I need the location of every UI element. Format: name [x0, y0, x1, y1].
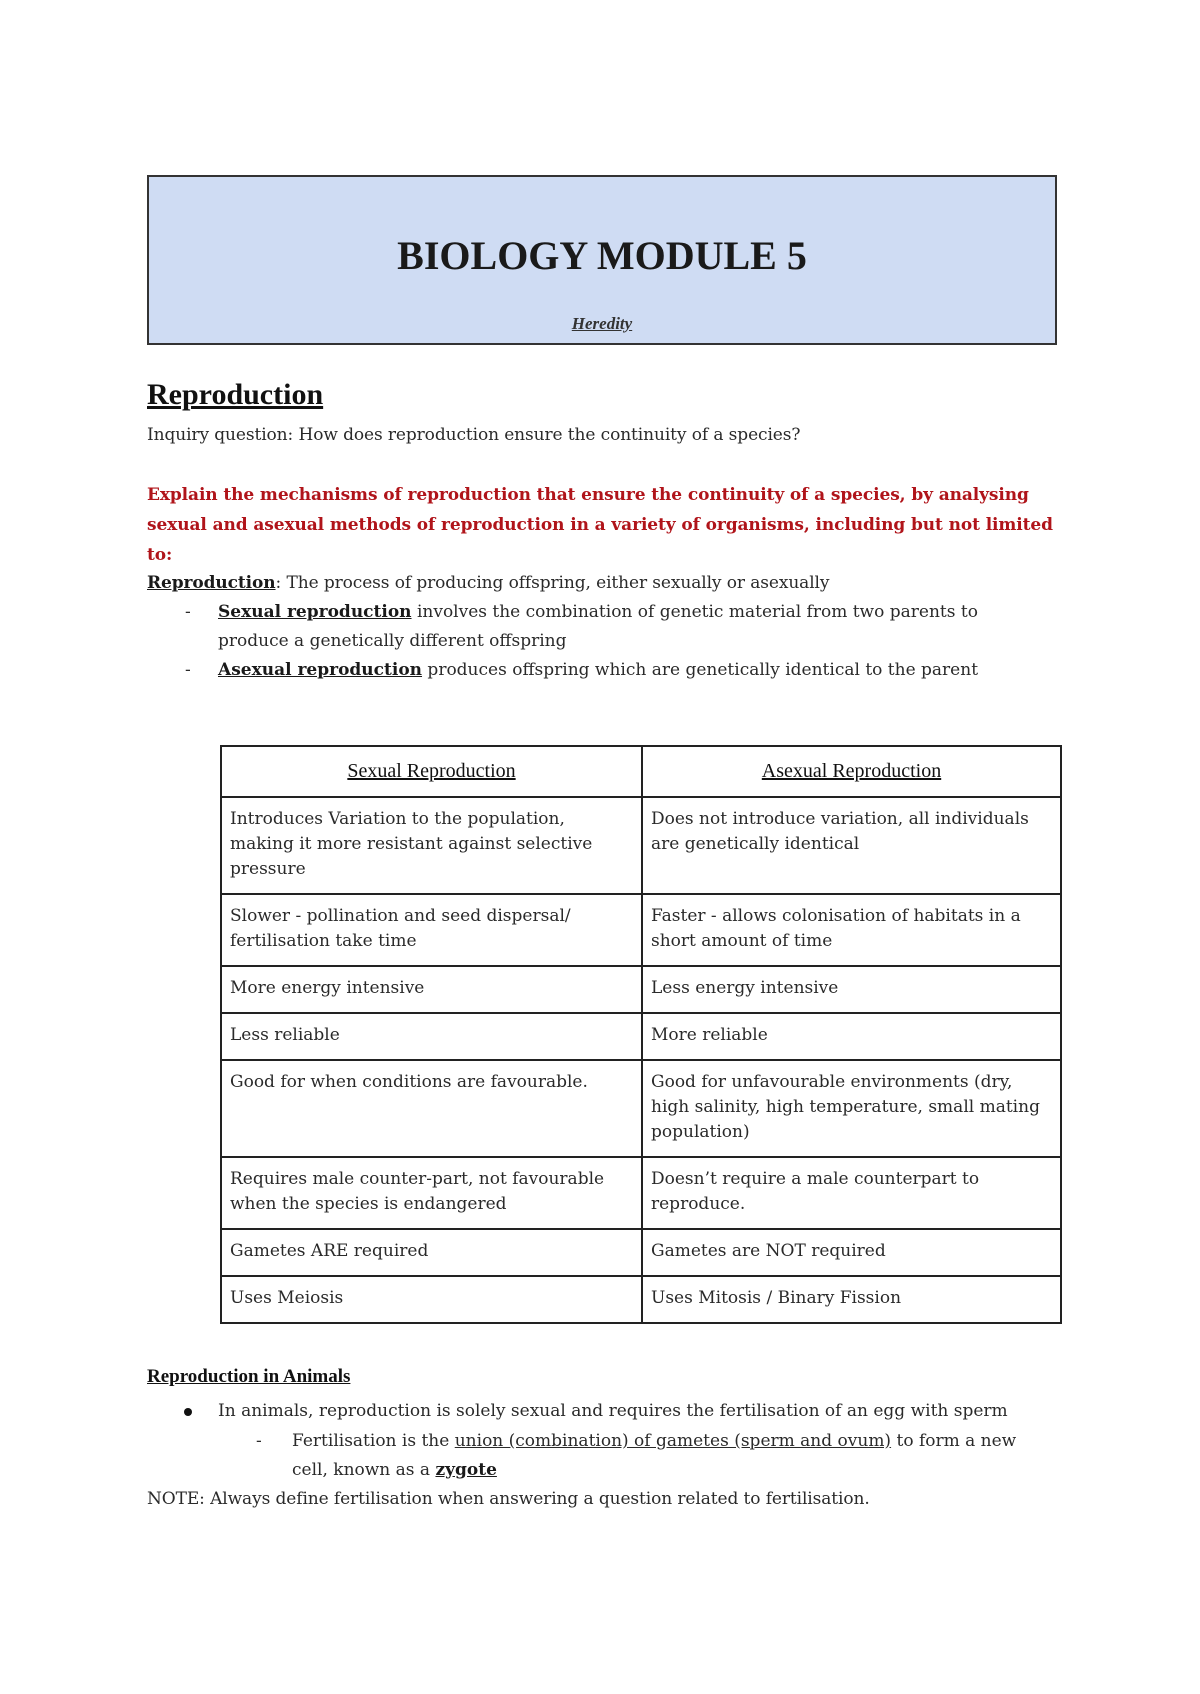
table-cell: Gametes are NOT required: [642, 1229, 1061, 1276]
sub-text: to form a new: [891, 1431, 1017, 1451]
definition-term: Reproduction: [147, 573, 276, 593]
table-cell: Requires male counter-part, not favourable when the species is endangered: [221, 1157, 642, 1229]
inquiry-question: Inquiry question: How does reproduction ensure the continuity of a species?: [147, 425, 801, 445]
title-box: [147, 175, 1057, 345]
table-cell: Uses Mitosis / Binary Fission: [642, 1276, 1061, 1323]
column-header-sexual: Sexual Reproduction: [221, 746, 642, 797]
bullet-term: Asexual reproduction: [218, 660, 423, 680]
sub-text: cell, known as a: [292, 1460, 436, 1480]
table-cell: More reliable: [642, 1013, 1061, 1060]
comparison-table: [220, 745, 1062, 1324]
table-cell: Faster - allows colonisation of habitats in a short amount of time: [642, 894, 1061, 966]
definition-text: : The process of producing offspring, either sexually or asexually: [275, 573, 830, 593]
table-cell: Good for when conditions are favourable.: [221, 1060, 642, 1157]
table-cell: Does not introduce variation, all individuals are genetically identical: [642, 797, 1061, 894]
column-header-asexual: Asexual Reproduction: [642, 746, 1061, 797]
table-row: [221, 1276, 1061, 1323]
table-cell: Slower - pollination and seed dispersal/ fertilisation take time: [221, 894, 642, 966]
table-cell: Doesn’t require a male counterpart to reproduce.: [642, 1157, 1061, 1229]
table-cell: Introduces Variation to the population, making it more resistant against selective pressure: [221, 797, 642, 894]
table-row: [221, 1013, 1061, 1060]
bullet-text: involves the combination of genetic material from two parents to: [411, 602, 978, 622]
table-row: [221, 797, 1061, 894]
table-cell: Good for unfavourable environments (dry, high salinity, high temperature, small mating population): [642, 1060, 1061, 1157]
table-cell: Uses Meiosis: [221, 1276, 642, 1323]
bullet-text: produces offspring which are genetically identical to the parent: [422, 660, 979, 680]
dash-marker: -: [185, 602, 191, 622]
section-heading: Reproduction: [147, 378, 324, 411]
table-header-row: [221, 746, 1061, 797]
table-cell: Less energy intensive: [642, 966, 1061, 1013]
bullet-dot-icon: [184, 1408, 192, 1416]
sub-text: Fertilisation is the: [292, 1431, 455, 1451]
bullet-text: produce a genetically different offspring: [218, 631, 567, 651]
animals-bullet: In animals, reproduction is solely sexual and requires the fertilisation of an egg with sperm: [218, 1401, 1008, 1421]
table-row: [221, 1157, 1061, 1229]
note-text: NOTE: Always define fertilisation when answering a question related to fertilisation.: [147, 1489, 870, 1509]
document-subtitle: Heredity: [571, 314, 633, 333]
document-title: BIOLOGY MODULE 5: [397, 233, 807, 278]
syllabus-line: to:: [147, 545, 173, 565]
table-cell: More energy intensive: [221, 966, 642, 1013]
table-cell: Less reliable: [221, 1013, 642, 1060]
syllabus-line: Explain the mechanisms of reproduction that ensure the continuity of a species, by analysing: [147, 485, 1029, 505]
dash-marker: -: [185, 660, 191, 680]
reproduction-definition: [147, 569, 1067, 598]
dash-marker: -: [256, 1431, 262, 1451]
syllabus-line: sexual and asexual methods of reproduction in a variety of organisms, including but not limited: [147, 515, 1053, 535]
table-row: [221, 966, 1061, 1013]
zygote-term: zygote: [435, 1460, 497, 1480]
table-row: [221, 1229, 1061, 1276]
sub-underlined-text: union (combination) of gametes (sperm and ovum): [454, 1431, 892, 1451]
animals-heading: Reproduction in Animals: [147, 1366, 351, 1387]
table-row: [221, 894, 1061, 966]
table-cell: Gametes ARE required: [221, 1229, 642, 1276]
bullet-term: Sexual reproduction: [218, 602, 412, 622]
table-row: [221, 1060, 1061, 1157]
syllabus-point: [147, 480, 1067, 570]
